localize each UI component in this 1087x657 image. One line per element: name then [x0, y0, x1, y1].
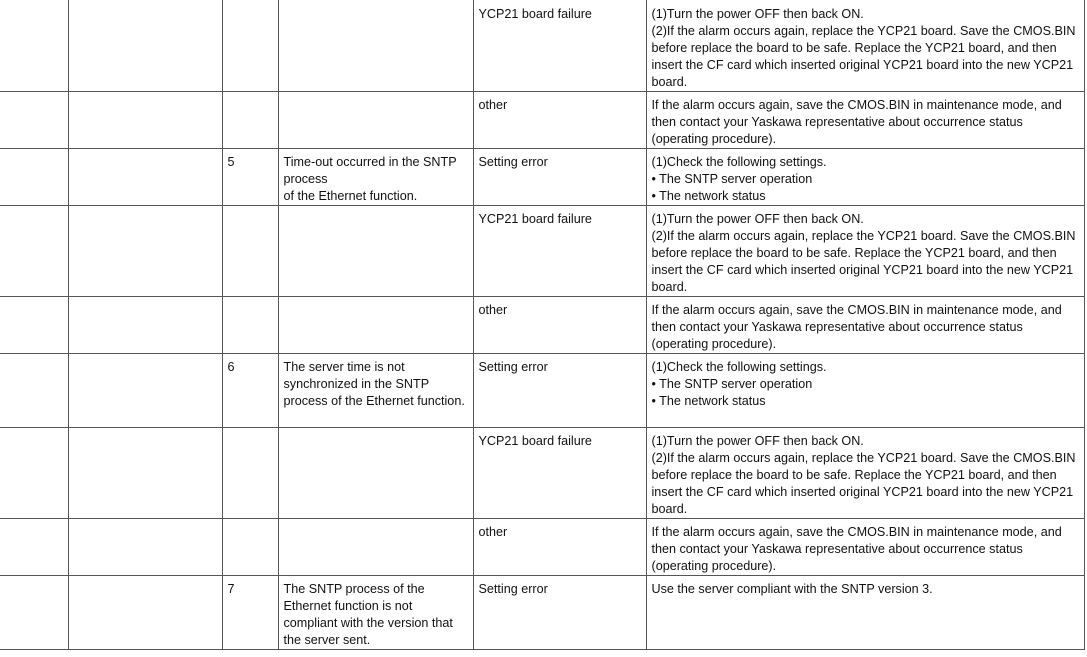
remedy-cell: (1)Turn the power OFF then back ON. (2)If the alarm occurs again, replace the YCP21 board. Save the CMOS.BIN before replace the board to be safe. Replace the YCP21 board, and then insert the CF card which inserted original YCP21 board into the new YCP21 board. — [646, 0, 1084, 92]
table-row — [0, 354, 1084, 428]
meaning-cell — [278, 92, 473, 149]
sub-code-cell: 7 — [222, 576, 278, 650]
alarm-number-cell — [0, 297, 68, 354]
cause-cell: other — [473, 297, 646, 354]
remedy-cell: If the alarm occurs again, save the CMOS.BIN in maintenance mode, and then contact your Yaskawa representative about occurrence status (operating procedure). — [646, 297, 1084, 354]
table-row — [0, 519, 1084, 576]
alarm-number-cell — [0, 428, 68, 519]
table-row — [0, 206, 1084, 297]
alarm-name-cell — [68, 576, 222, 650]
alarm-number-cell — [0, 0, 68, 92]
meaning-cell — [278, 297, 473, 354]
alarm-name-cell — [68, 519, 222, 576]
meaning-cell: The SNTP process of the Ethernet function is not compliant with the version that the server sent. — [278, 576, 473, 650]
alarm-name-cell — [68, 92, 222, 149]
sub-code-cell — [222, 297, 278, 354]
table-row — [0, 576, 1084, 650]
sub-code-cell — [222, 519, 278, 576]
remedy-cell: (1)Check the following settings. • The SNTP server operation • The network status — [646, 149, 1084, 206]
meaning-cell: The server time is not synchronized in the SNTP process of the Ethernet function. — [278, 354, 473, 428]
meaning-cell — [278, 206, 473, 297]
table-row — [0, 428, 1084, 519]
remedy-cell: Use the server compliant with the SNTP version 3. — [646, 576, 1084, 650]
sub-code-cell — [222, 0, 278, 92]
sub-code-cell: 5 — [222, 149, 278, 206]
meaning-cell: Time-out occurred in the SNTP process of the Ethernet function. — [278, 149, 473, 206]
table-row — [0, 297, 1084, 354]
table-row — [0, 149, 1084, 206]
table-row — [0, 0, 1084, 92]
alarm-number-cell — [0, 576, 68, 650]
alarm-number-cell — [0, 206, 68, 297]
remedy-cell: If the alarm occurs again, save the CMOS.BIN in maintenance mode, and then contact your Yaskawa representative about occurrence status (operating procedure). — [646, 92, 1084, 149]
alarm-name-cell — [68, 0, 222, 92]
sub-code-cell — [222, 92, 278, 149]
cause-cell: YCP21 board failure — [473, 0, 646, 92]
cause-cell: Setting error — [473, 576, 646, 650]
alarm-number-cell — [0, 354, 68, 428]
cause-cell: other — [473, 92, 646, 149]
alarm-number-cell — [0, 149, 68, 206]
alarm-name-cell — [68, 206, 222, 297]
cause-cell: other — [473, 519, 646, 576]
cause-cell: Setting error — [473, 149, 646, 206]
cause-cell: Setting error — [473, 354, 646, 428]
meaning-cell — [278, 428, 473, 519]
alarm-name-cell — [68, 149, 222, 206]
alarm-name-cell — [68, 354, 222, 428]
cause-cell: YCP21 board failure — [473, 206, 646, 297]
alarm-number-cell — [0, 519, 68, 576]
remedy-cell: (1)Check the following settings. • The SNTP server operation • The network status — [646, 354, 1084, 428]
alarm-number-cell — [0, 92, 68, 149]
meaning-cell — [278, 519, 473, 576]
alarm-name-cell — [68, 297, 222, 354]
meaning-cell — [278, 0, 473, 92]
alarm-name-cell — [68, 428, 222, 519]
sub-code-cell — [222, 206, 278, 297]
sub-code-cell — [222, 428, 278, 519]
cause-cell: YCP21 board failure — [473, 428, 646, 519]
remedy-cell: (1)Turn the power OFF then back ON. (2)If the alarm occurs again, replace the YCP21 board. Save the CMOS.BIN before replace the board to be safe. Replace the YCP21 board, and then insert the CF card which inserted original YCP21 board into the new YCP21 board. — [646, 428, 1084, 519]
remedy-cell: If the alarm occurs again, save the CMOS.BIN in maintenance mode, and then contact your Yaskawa representative about occurrence status (operating procedure). — [646, 519, 1084, 576]
remedy-cell: (1)Turn the power OFF then back ON. (2)If the alarm occurs again, replace the YCP21 board. Save the CMOS.BIN before replace the board to be safe. Replace the YCP21 board, and then insert the CF card which inserted original YCP21 board into the new YCP21 board. — [646, 206, 1084, 297]
table-row — [0, 92, 1084, 149]
sub-code-cell: 6 — [222, 354, 278, 428]
